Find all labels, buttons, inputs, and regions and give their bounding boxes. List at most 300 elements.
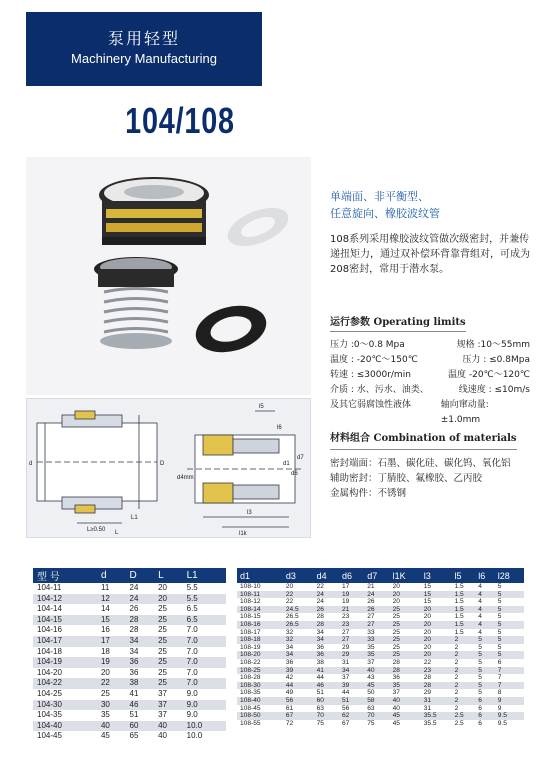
table-cell: 42: [283, 674, 314, 682]
table-cell: 21: [339, 606, 364, 614]
table-cell: 1.5: [452, 583, 476, 591]
table-cell: 5: [495, 598, 524, 606]
table-cell: 104-30: [33, 700, 97, 711]
table-row: [237, 651, 524, 659]
table-cell: 108-10: [237, 583, 283, 591]
table-row: [33, 636, 226, 647]
table-cell: 5: [495, 591, 524, 599]
table-cell: 5: [495, 583, 524, 591]
table-cell: 104-45: [33, 731, 97, 742]
table-row: [237, 583, 524, 591]
table-cell: 108-35: [237, 689, 283, 697]
table-cell: 36: [126, 657, 155, 668]
column-header: l28: [495, 568, 524, 583]
table-cell: 25: [154, 657, 183, 668]
table-cell: 23: [339, 613, 364, 621]
param-cell: 压力 :0～0.8 Mpa: [330, 340, 405, 350]
table-cell: 32: [283, 629, 314, 637]
table-cell: 35.5: [421, 720, 452, 728]
dim-label-l1k: l1k: [239, 531, 247, 537]
table-row: [237, 659, 524, 667]
dim-label-L: L: [115, 530, 119, 536]
table-cell: 65: [126, 731, 155, 742]
table-row: [33, 689, 226, 700]
table-cell: 104-20: [33, 668, 97, 679]
table-cell: 27: [339, 629, 364, 637]
material-line: 金属构件：不锈钢: [330, 488, 407, 499]
column-header: d1: [237, 568, 283, 583]
table-row: [237, 613, 524, 621]
table-cell: 6: [475, 705, 494, 713]
table-cell: 25: [390, 651, 421, 659]
table-cell: 2: [452, 674, 476, 682]
table-cell: 9.5: [495, 712, 524, 720]
table-cell: 104-35: [33, 710, 97, 721]
table-cell: 28: [390, 667, 421, 675]
table-cell: 4: [475, 613, 494, 621]
table-cell: 51: [126, 710, 155, 721]
table-cell: 5: [495, 621, 524, 629]
table-cell: 1.5: [452, 629, 476, 637]
table-cell: 2: [452, 689, 476, 697]
table-cell: 9.0: [183, 700, 226, 711]
table-cell: 108-19: [237, 644, 283, 652]
table-cell: 9.5: [495, 720, 524, 728]
table-cell: 26: [126, 604, 155, 615]
table-cell: 34: [283, 651, 314, 659]
table-cell: 46: [314, 682, 339, 690]
technical-drawing: [26, 398, 311, 538]
table-cell: 22: [314, 583, 339, 591]
table-cell: 37: [390, 689, 421, 697]
table-cell: 28: [421, 674, 452, 682]
table-cell: 25: [390, 644, 421, 652]
table-cell: 20: [390, 591, 421, 599]
param-cell: 温度 : -20℃～150℃: [330, 355, 418, 365]
table-cell: 70: [314, 712, 339, 720]
table-cell: 36: [314, 651, 339, 659]
table-row: [237, 606, 524, 614]
table-cell: 24: [314, 591, 339, 599]
model-number: 104/108: [125, 100, 235, 141]
table-cell: 29: [339, 651, 364, 659]
table-cell: 31: [421, 697, 452, 705]
table-cell: 6: [475, 720, 494, 728]
table-cell: 31: [339, 659, 364, 667]
table-cell: 5: [495, 651, 524, 659]
table-cell: 20: [421, 606, 452, 614]
product-summary: [330, 188, 530, 277]
table-cell: 104-25: [33, 689, 97, 700]
table-cell: 26.5: [283, 613, 314, 621]
table-cell: 31: [421, 705, 452, 713]
table-cell: 7.0: [183, 647, 226, 658]
table-cell: 104-16: [33, 625, 97, 636]
table-row: [33, 721, 226, 732]
table-cell: 5: [475, 651, 494, 659]
table-cell: 1.5: [452, 621, 476, 629]
table-cell: 63: [314, 705, 339, 713]
header-title-en: Machinery Manufacturing: [71, 51, 217, 66]
table-cell: 20: [421, 613, 452, 621]
table-cell: 20: [154, 594, 183, 605]
table-row: [33, 710, 226, 721]
table-cell: 1.5: [452, 598, 476, 606]
table-cell: 28: [390, 659, 421, 667]
table-cell: 5: [475, 644, 494, 652]
seal-image-top: [99, 177, 294, 254]
table-cell: 25: [97, 689, 126, 700]
table-cell: 37: [339, 674, 364, 682]
table-cell: 104-12: [33, 594, 97, 605]
table-cell: 29: [339, 644, 364, 652]
param-cell: 压力 : ≤0.8Mpa: [462, 355, 530, 365]
dim-label-l3: l3: [247, 510, 252, 516]
table-cell: 44: [314, 674, 339, 682]
table-cell: 75: [314, 720, 339, 728]
column-header: 型 号: [33, 568, 97, 583]
spec-table-108: [237, 568, 524, 727]
table-cell: 40: [154, 721, 183, 732]
table-cell: 7.0: [183, 636, 226, 647]
table-cell: 15: [421, 598, 452, 606]
table-cell: 22: [283, 598, 314, 606]
table-row: [33, 731, 226, 742]
table-cell: 104-14: [33, 604, 97, 615]
table-cell: 20: [97, 668, 126, 679]
param-row: [330, 383, 530, 398]
param-cell: 转速 : ≤3000r/min: [330, 370, 411, 380]
table-row: [33, 668, 226, 679]
table-cell: 9: [495, 697, 524, 705]
table-cell: 56: [339, 705, 364, 713]
table-cell: 10.0: [183, 721, 226, 732]
table-cell: 35: [97, 710, 126, 721]
table-cell: 104-17: [33, 636, 97, 647]
table-cell: 40: [390, 705, 421, 713]
table-cell: 6.5: [183, 615, 226, 626]
product-photo: [26, 157, 311, 395]
table-cell: 25: [154, 678, 183, 689]
column-header: d7: [364, 568, 389, 583]
table-cell: 2: [452, 636, 476, 644]
table-cell: 20: [421, 629, 452, 637]
feature-line: 任意旋向、橡胶波纹管: [330, 207, 440, 220]
table-cell: 25: [154, 604, 183, 615]
table-cell: 50: [364, 689, 389, 697]
table-cell: 7: [495, 674, 524, 682]
table-cell: 5: [495, 644, 524, 652]
table-cell: 5: [475, 674, 494, 682]
table-cell: 46: [126, 700, 155, 711]
table-cell: 5.5: [183, 594, 226, 605]
table-cell: 67: [339, 720, 364, 728]
param-cell: 介质 : 水、污水、油类、: [330, 385, 429, 395]
table-cell: 35: [364, 651, 389, 659]
table-cell: 5: [495, 629, 524, 637]
table-row: [237, 636, 524, 644]
table-cell: 104-15: [33, 615, 97, 626]
table-cell: 104-22: [33, 678, 97, 689]
table-cell: 26: [364, 598, 389, 606]
table-cell: 28: [314, 613, 339, 621]
table-cell: 5: [495, 636, 524, 644]
table-cell: 7.0: [183, 668, 226, 679]
table-cell: 24: [314, 598, 339, 606]
table-cell: 35: [364, 644, 389, 652]
param-cell: 轴向窜动量: ±1.0mm: [440, 400, 489, 425]
table-cell: 44: [283, 682, 314, 690]
dim-label-D: D: [160, 461, 165, 467]
table-cell: 108-17: [237, 629, 283, 637]
param-row: [330, 353, 530, 368]
dim-label-d: d: [29, 461, 33, 467]
table-cell: 108-55: [237, 720, 283, 728]
table-cell: 4: [475, 621, 494, 629]
table-cell: 104-11: [33, 583, 97, 594]
table-cell: 60: [126, 721, 155, 732]
table-cell: 2: [452, 651, 476, 659]
table-cell: 28: [314, 621, 339, 629]
param-cell: 及其它弱腐蚀性液体: [330, 400, 412, 410]
table-cell: 108-40: [237, 697, 283, 705]
table-cell: 104-40: [33, 721, 97, 732]
table-cell: 108-12: [237, 598, 283, 606]
table-cell: 25: [154, 647, 183, 658]
table-cell: 67: [283, 712, 314, 720]
table-cell: 21: [364, 583, 389, 591]
table-cell: 24: [126, 583, 155, 594]
table-cell: 17: [97, 636, 126, 647]
table-cell: 6: [495, 659, 524, 667]
table-cell: 2: [452, 659, 476, 667]
table-cell: 51: [339, 697, 364, 705]
table-cell: 26: [364, 606, 389, 614]
table-cell: 108-45: [237, 705, 283, 713]
table-cell: 2: [452, 667, 476, 675]
table-cell: 20: [421, 644, 452, 652]
table-cell: 14: [97, 604, 126, 615]
table-cell: 17: [339, 583, 364, 591]
table-cell: 5: [495, 606, 524, 614]
table-cell: 104-19: [33, 657, 97, 668]
table-cell: 34: [339, 667, 364, 675]
table-row: [33, 594, 226, 605]
table-cell: 37: [364, 659, 389, 667]
table-cell: 38: [126, 678, 155, 689]
table-cell: 34: [314, 629, 339, 637]
column-header: L: [154, 568, 183, 583]
table-cell: 25: [390, 606, 421, 614]
column-header: d3: [283, 568, 314, 583]
dim-label-Lmin: L≥0.50: [87, 527, 106, 533]
table-cell: 108-30: [237, 682, 283, 690]
materials-title: 材料组合 Combination of materials: [330, 431, 517, 450]
table-cell: 22: [421, 659, 452, 667]
table-cell: 37: [154, 700, 183, 711]
table-cell: 22: [283, 591, 314, 599]
table-cell: 6: [475, 697, 494, 705]
operating-limits: [330, 313, 530, 428]
table-cell: 9.0: [183, 710, 226, 721]
page-header: [26, 12, 262, 86]
table-cell: 25: [390, 629, 421, 637]
table-cell: 108-28: [237, 674, 283, 682]
table-cell: 49: [283, 689, 314, 697]
table-cell: 7.0: [183, 657, 226, 668]
table-row: [237, 689, 524, 697]
table-cell: 35.5: [421, 712, 452, 720]
dim-label-d6: d6: [291, 471, 298, 477]
table-cell: 26: [314, 606, 339, 614]
param-cell: 温度 -20℃～120℃: [448, 370, 530, 380]
table-cell: 29: [421, 689, 452, 697]
table-row: [33, 604, 226, 615]
feature-line: 单端面、非平衡型、: [330, 190, 429, 203]
table-cell: 22: [97, 678, 126, 689]
table-cell: 4: [475, 591, 494, 599]
table-cell: 4: [475, 606, 494, 614]
param-cell: 线速度 : ≤10m/s: [458, 385, 530, 395]
table-cell: 5: [475, 682, 494, 690]
table-cell: 25: [154, 636, 183, 647]
table-cell: 58: [364, 697, 389, 705]
table-cell: 108-11: [237, 591, 283, 599]
table-cell: 30: [97, 700, 126, 711]
table-cell: 20: [390, 598, 421, 606]
table-cell: 75: [364, 720, 389, 728]
table-row: [237, 720, 524, 728]
material-line: 辅助密封：丁腈胶、氟橡胶、乙丙胶: [330, 473, 483, 484]
table-cell: 23: [339, 621, 364, 629]
table-cell: 24.5: [283, 606, 314, 614]
table-cell: 10.0: [183, 731, 226, 742]
table-cell: 56: [283, 697, 314, 705]
table-cell: 108-50: [237, 712, 283, 720]
table-cell: 5: [495, 613, 524, 621]
table-cell: 2.5: [452, 712, 476, 720]
table-cell: 108-25: [237, 667, 283, 675]
table-cell: 19: [339, 591, 364, 599]
column-header: l5: [452, 568, 476, 583]
table-row: [237, 705, 524, 713]
table-cell: 108-14: [237, 606, 283, 614]
dim-label-l5: l5: [259, 404, 264, 410]
table-cell: 1.5: [452, 613, 476, 621]
table-cell: 28: [421, 682, 452, 690]
table-cell: 4: [475, 598, 494, 606]
table-cell: 27: [339, 636, 364, 644]
table-cell: 45: [364, 682, 389, 690]
dim-label-d7: d7: [297, 455, 304, 461]
table-row: [33, 700, 226, 711]
table-cell: 70: [364, 712, 389, 720]
table-cell: 37: [154, 710, 183, 721]
param-cell: 规格 :10～55mm: [456, 340, 530, 350]
dim-label-d1: d1: [283, 461, 290, 467]
column-header: d4: [314, 568, 339, 583]
table-cell: 33: [364, 636, 389, 644]
table-cell: 6.5: [183, 604, 226, 615]
table-cell: 45: [390, 712, 421, 720]
param-row: [330, 338, 530, 353]
table-cell: 20: [421, 651, 452, 659]
table-cell: 25: [390, 613, 421, 621]
table-cell: 40: [390, 697, 421, 705]
table-cell: 60: [314, 697, 339, 705]
table-cell: 25: [154, 615, 183, 626]
table-cell: 20: [390, 583, 421, 591]
table-cell: 61: [283, 705, 314, 713]
table-cell: 20: [283, 583, 314, 591]
table-cell: 35: [390, 682, 421, 690]
table-cell: 20: [421, 636, 452, 644]
table-cell: 15: [421, 591, 452, 599]
table-row: [33, 625, 226, 636]
materials-section: [330, 431, 530, 501]
table-cell: 16: [97, 625, 126, 636]
table-cell: 2: [452, 682, 476, 690]
table-cell: 19: [97, 657, 126, 668]
table-cell: 33: [364, 629, 389, 637]
table-cell: 39: [283, 667, 314, 675]
table-cell: 15: [97, 615, 126, 626]
table-cell: 2: [452, 697, 476, 705]
table-cell: 34: [314, 636, 339, 644]
table-cell: 104-18: [33, 647, 97, 658]
table-cell: 32: [283, 636, 314, 644]
table-cell: 19: [339, 598, 364, 606]
dim-label-l6: l6: [277, 425, 282, 431]
table-cell: 34: [126, 636, 155, 647]
table-cell: 2: [452, 644, 476, 652]
table-cell: 37: [154, 689, 183, 700]
table-cell: 45: [97, 731, 126, 742]
table-row: [237, 591, 524, 599]
table-cell: 8: [495, 689, 524, 697]
seal-image-bottom: [94, 257, 271, 360]
table-cell: 25: [154, 625, 183, 636]
table-cell: 36: [314, 644, 339, 652]
table-cell: 20: [421, 621, 452, 629]
table-row: [237, 682, 524, 690]
table-cell: 27: [364, 613, 389, 621]
table-cell: 7: [495, 667, 524, 675]
table-cell: 23: [421, 667, 452, 675]
table-cell: 45: [390, 720, 421, 728]
table-cell: 28: [126, 625, 155, 636]
table-cell: 2: [452, 705, 476, 713]
table-cell: 40: [97, 721, 126, 732]
table-cell: 25: [154, 668, 183, 679]
table-cell: 108-22: [237, 659, 283, 667]
table-cell: 36: [390, 674, 421, 682]
table-cell: 7.0: [183, 625, 226, 636]
table-cell: 62: [339, 712, 364, 720]
param-row: [330, 398, 530, 428]
table-row: [237, 697, 524, 705]
table-cell: 44: [339, 689, 364, 697]
table-row: [237, 712, 524, 720]
table-cell: 5: [475, 659, 494, 667]
header-title-cn: 泵用轻型: [107, 29, 180, 48]
table-row: [237, 629, 524, 637]
table-cell: 63: [364, 705, 389, 713]
table-row: [33, 657, 226, 668]
table-cell: 9.0: [183, 689, 226, 700]
table-cell: 25: [390, 621, 421, 629]
table-cell: 40: [154, 731, 183, 742]
